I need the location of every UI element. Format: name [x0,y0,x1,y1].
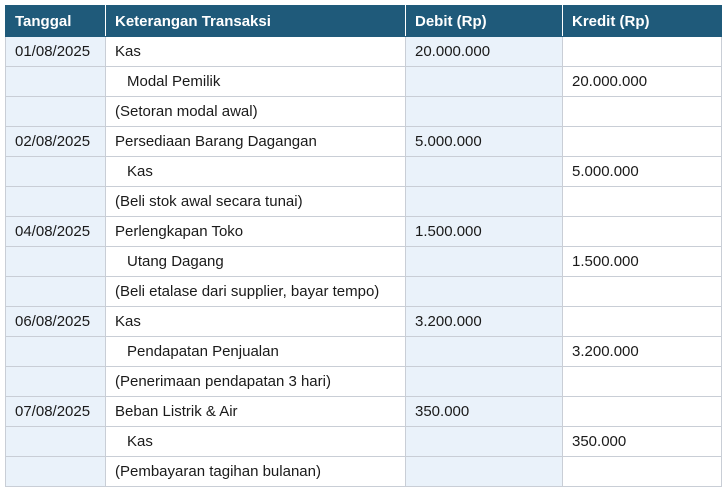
credit-cell [563,457,722,487]
date-cell [6,247,106,277]
date-cell [6,187,106,217]
debit-cell [406,337,563,367]
debit-cell [406,187,563,217]
credit-cell [563,127,722,157]
header-debit: Debit (Rp) [406,6,563,37]
table-row [6,337,722,367]
credit-cell: 350.000 [563,427,722,457]
credit-cell: 1.500.000 [563,247,722,277]
debit-cell: 350.000 [406,397,563,427]
debit-cell: 20.000.000 [406,37,563,67]
date-cell: 02/08/2025 [6,127,106,157]
header-credit: Kredit (Rp) [563,6,722,37]
credit-cell: 5.000.000 [563,157,722,187]
debit-cell: 3.200.000 [406,307,563,337]
table-row [6,157,722,187]
date-cell [6,157,106,187]
table-row [6,397,722,427]
table-row [6,367,722,397]
debit-cell [406,367,563,397]
debit-cell [406,67,563,97]
credit-cell: 3.200.000 [563,337,722,367]
debit-cell [406,247,563,277]
journal-table [5,5,722,487]
credit-cell [563,37,722,67]
credit-cell [563,187,722,217]
table-row [6,247,722,277]
date-cell: 01/08/2025 [6,37,106,67]
credit-account-label: Utang Dagang [127,253,224,270]
debit-cell [406,427,563,457]
credit-account-label: Kas [127,163,153,180]
date-cell [6,277,106,307]
table-row [6,307,722,337]
description-cell: Kas [106,307,406,337]
credit-cell [563,217,722,247]
debit-cell [406,157,563,187]
table-row [6,457,722,487]
header-row [6,6,722,37]
table-row [6,67,722,97]
date-cell [6,367,106,397]
description-cell: Perlengkapan Toko [106,217,406,247]
debit-cell: 1.500.000 [406,217,563,247]
description-cell: Kas [106,37,406,67]
table-row [6,187,722,217]
description-cell: (Beli etalase dari supplier, bayar tempo) [106,277,406,307]
table-row [6,217,722,247]
credit-cell [563,277,722,307]
credit-cell [563,367,722,397]
description-cell: (Penerimaan pendapatan 3 hari) [106,367,406,397]
credit-account-label: Modal Pemilik [127,73,221,90]
credit-cell [563,307,722,337]
header-date: Tanggal [6,6,106,37]
credit-account-label: Kas [127,433,153,450]
date-cell: 07/08/2025 [6,397,106,427]
description-cell [106,427,406,457]
date-cell: 06/08/2025 [6,307,106,337]
description-cell [106,67,406,97]
description-cell: Beban Listrik & Air [106,397,406,427]
description-cell [106,247,406,277]
credit-cell: 20.000.000 [563,67,722,97]
date-cell [6,457,106,487]
credit-cell [563,397,722,427]
table-row [6,277,722,307]
date-cell [6,337,106,367]
debit-cell [406,277,563,307]
table-row [6,127,722,157]
table-row [6,37,722,67]
credit-cell [563,97,722,127]
debit-cell [406,97,563,127]
date-cell [6,97,106,127]
description-cell [106,157,406,187]
description-cell [106,337,406,367]
description-cell: (Setoran modal awal) [106,97,406,127]
description-cell: (Beli stok awal secara tunai) [106,187,406,217]
description-cell: (Pembayaran tagihan bulanan) [106,457,406,487]
date-cell [6,67,106,97]
table-row [6,97,722,127]
debit-cell: 5.000.000 [406,127,563,157]
debit-cell [406,457,563,487]
credit-account-label: Pendapatan Penjualan [127,343,279,360]
date-cell: 04/08/2025 [6,217,106,247]
header-description: Keterangan Transaksi [106,6,406,37]
description-cell: Persediaan Barang Dagangan [106,127,406,157]
table-row [6,427,722,457]
date-cell [6,427,106,457]
